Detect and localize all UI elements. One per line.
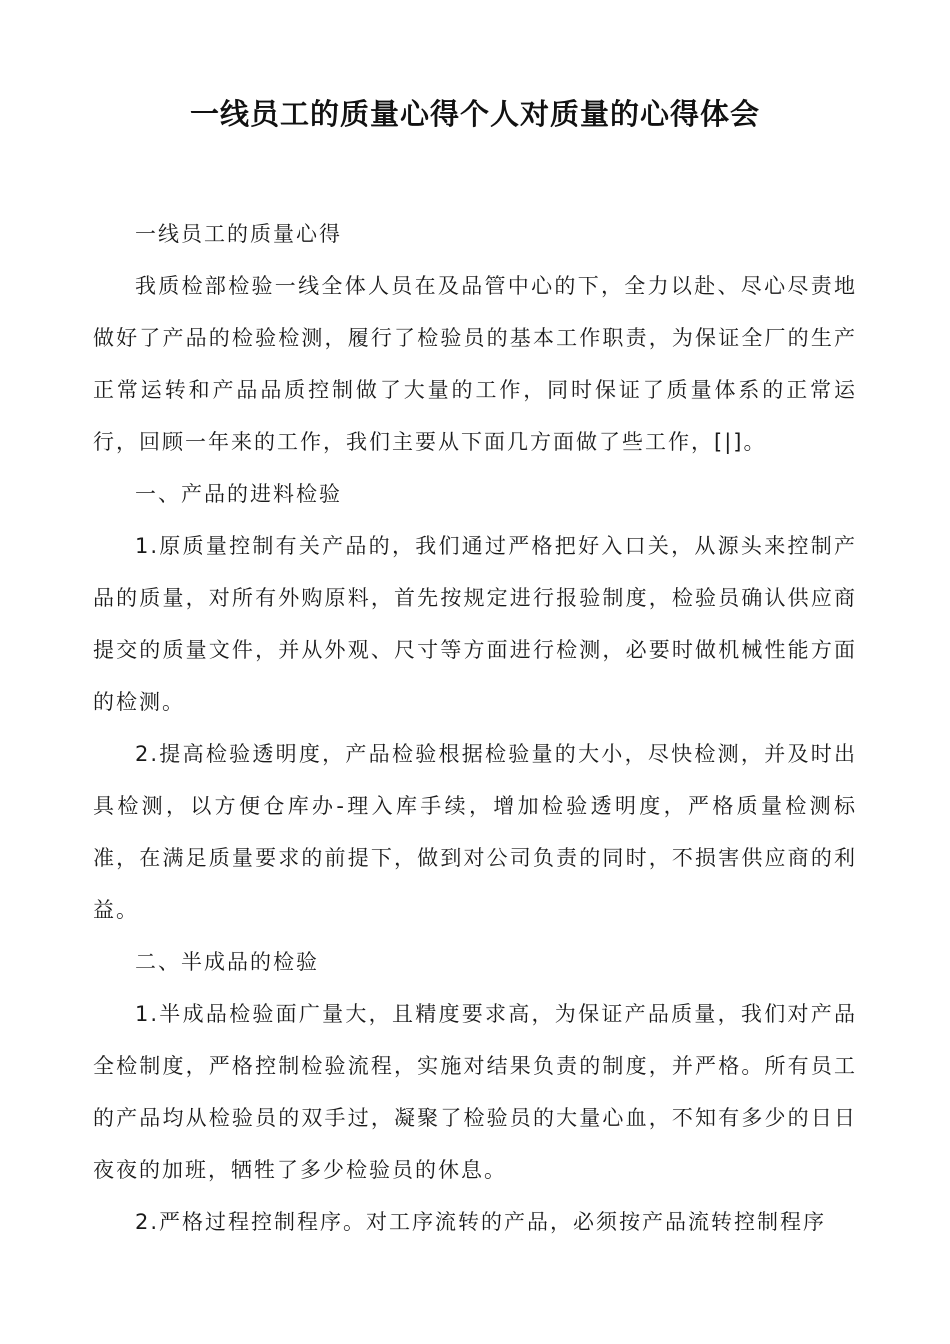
paragraph-incoming-2: 2.提高检验透明度，产品检验根据检验量的大小，尽快检测，并及时出具检测，以方便仓库办-理入库手续，增加检验透明度，严格质量检测标准，在满足质量要求的前提下，做到对公司负责的同时，不损害供应商的利益。 xyxy=(93,742,857,922)
document-body xyxy=(93,208,857,1248)
paragraph-intro: 我质检部检验一线全体人员在及品管中心的下，全力以赴、尽心尽责地做好了产品的检验检测，履行了检验员的基本工作职责，为保证全厂的生产正常运转和产品品质控制做了大量的工作，同时保证了质量体系的正常运行，回顾一年来的工作，我们主要从下面几方面做了些工作，[|]。 xyxy=(93,274,857,454)
paragraph-incoming-1: 1.原质量控制有关产品的，我们通过严格把好入口关，从源头来控制产品的质量，对所有外购原料，首先按规定进行报验制度，检验员确认供应商提交的质量文件，并从外观、尺寸等方面进行检测，必要时做机械性能方面的检测。 xyxy=(93,534,857,714)
section-heading-incoming-inspection: 一、产品的进料检验 xyxy=(135,482,342,506)
document-title: 一线员工的质量心得个人对质量的心得体会 xyxy=(189,97,760,131)
section-heading-semi-finished-inspection: 二、半成品的检验 xyxy=(135,950,319,974)
paragraph-semi-finished-2: 2.严格过程控制程序。对工序流转的产品，必须按产品流转控制程序 xyxy=(135,1210,827,1234)
paragraph-semi-finished-1: 1.半成品检验面广量大，且精度要求高，为保证产品质量，我们对产品全检制度，严格控制检验流程，实施对结果负责的制度，并严格。所有员工的产品均从检验员的双手过，凝聚了检验员的大量心血，不知有多少的日日夜夜的加班，牺牲了多少检验员的休息。 xyxy=(93,1002,857,1182)
paragraph-subtitle: 一线员工的质量心得 xyxy=(135,222,342,246)
